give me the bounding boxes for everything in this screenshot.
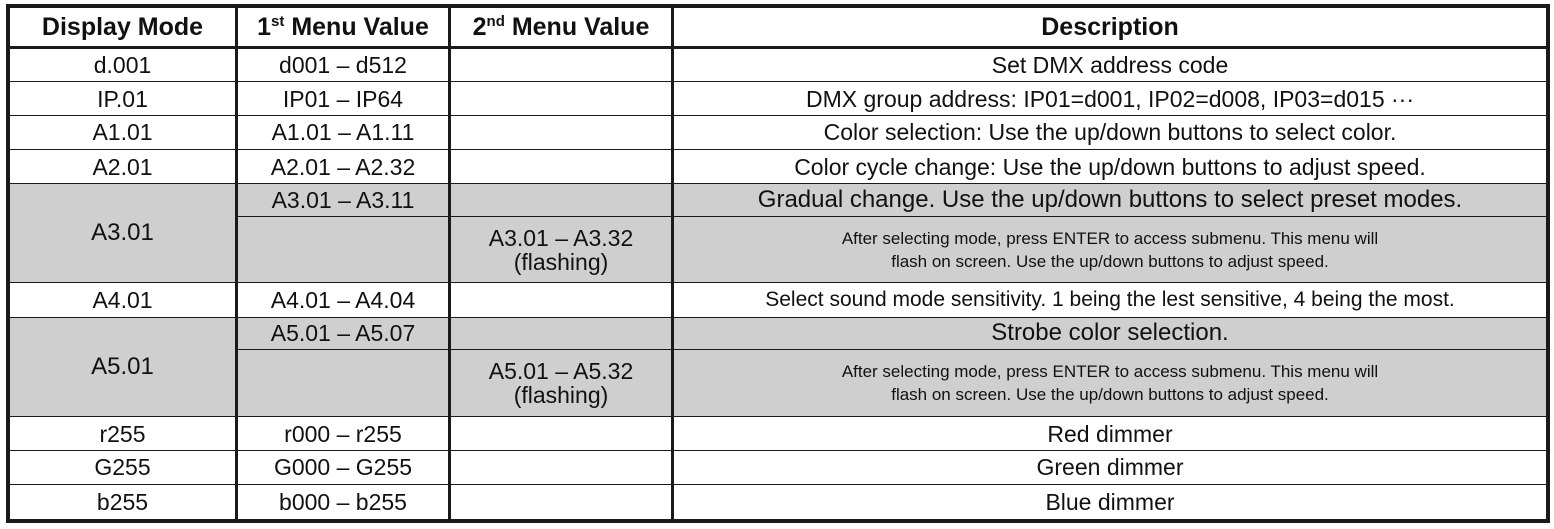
cell-description: [673, 216, 1547, 283]
cell-display-mode: A5.01: [10, 317, 237, 416]
cell-description: Set DMX address code: [673, 48, 1547, 82]
cell-second-menu-value: [450, 184, 673, 216]
cell-first-menu-value: G000 – G255: [237, 451, 450, 484]
cell-description: DMX group address: IP01=d001, IP02=d008, IP03=d015 ···: [673, 82, 1547, 115]
cell-second-menu-value: [450, 216, 673, 283]
cell-first-menu-value: A4.01 – A4.04: [237, 283, 450, 317]
table-row: [10, 115, 1547, 149]
table-row: [10, 82, 1547, 115]
header-row: [10, 8, 1547, 48]
table-row: [10, 416, 1547, 450]
cell-first-menu-value: A2.01 – A2.32: [237, 150, 450, 184]
table-row: [10, 451, 1547, 484]
header-second-menu-ordinal: nd: [486, 12, 505, 30]
cell-display-mode: A4.01: [10, 283, 237, 317]
submenu-note-line-2: flash on screen. Use the up/down buttons to adjust speed.: [891, 384, 1329, 404]
cell-second-menu-value: [450, 283, 673, 317]
cell-display-mode: G255: [10, 451, 237, 484]
cell-display-mode: IP.01: [10, 82, 237, 115]
cell-display-mode: b255: [10, 484, 237, 519]
flashing-note: (flashing): [513, 381, 609, 408]
submenu-note-line-1: After selecting mode, press ENTER to access submenu. This menu will: [841, 228, 1379, 248]
cell-first-menu-value: IP01 – IP64: [237, 82, 450, 115]
cell-description: Strobe color selection.: [673, 317, 1547, 349]
cell-second-menu-value: [450, 484, 673, 519]
header-display-mode: Display Mode: [10, 8, 237, 48]
cell-second-menu-value: [450, 317, 673, 349]
flashing-note: (flashing): [513, 248, 609, 275]
submenu-note-line-2: flash on screen. Use the up/down buttons to adjust speed.: [891, 251, 1329, 271]
menu-settings-table: [9, 7, 1547, 520]
cell-first-menu-value: A1.01 – A1.11: [237, 115, 450, 149]
cell-first-menu-value: b000 – b255: [237, 484, 450, 519]
cell-display-mode: A2.01: [10, 150, 237, 184]
cell-description: Blue dimmer: [673, 484, 1547, 519]
second-menu-range: A3.01 – A3.32: [488, 224, 634, 251]
table-row-a3-submenu: [10, 216, 1547, 283]
cell-first-menu-value: A3.01 – A3.11: [237, 184, 450, 216]
cell-first-menu-value: d001 – d512: [237, 48, 450, 82]
cell-second-menu-value: [450, 150, 673, 184]
cell-description: Red dimmer: [673, 416, 1547, 450]
cell-display-mode: A3.01: [10, 184, 237, 283]
header-second-menu-label: Menu Value: [504, 12, 650, 41]
cell-second-menu-value: [450, 451, 673, 484]
cell-description: Select sound mode sensitivity. 1 being the lest sensitive, 4 being the most.: [673, 283, 1547, 317]
cell-description: Gradual change. Use the up/down buttons to select preset modes.: [673, 184, 1547, 216]
submenu-note-line-1: After selecting mode, press ENTER to access submenu. This menu will: [841, 361, 1379, 381]
cell-second-menu-value: [450, 416, 673, 450]
header-first-menu-value: [237, 8, 450, 48]
table-row-a5-submenu: [10, 350, 1547, 417]
table-row-a5-main: [10, 317, 1547, 349]
header-description: Description: [673, 8, 1547, 48]
header-second-menu-value: [450, 8, 673, 48]
table-row: [10, 48, 1547, 82]
cell-second-menu-value: [450, 115, 673, 149]
cell-first-menu-value: A5.01 – A5.07: [237, 317, 450, 349]
table-row: [10, 283, 1547, 317]
cell-description: Green dimmer: [673, 451, 1547, 484]
table-row: [10, 150, 1547, 184]
cell-first-menu-value: [237, 350, 450, 417]
cell-description: [673, 350, 1547, 417]
cell-first-menu-value: [237, 216, 450, 283]
header-second-menu-number: 2: [472, 12, 487, 41]
table-row: [10, 484, 1547, 519]
cell-description: Color cycle change: Use the up/down buttons to adjust speed.: [673, 150, 1547, 184]
cell-display-mode: A1.01: [10, 115, 237, 149]
table-row-a3-main: [10, 184, 1547, 216]
cell-second-menu-value: [450, 350, 673, 417]
cell-second-menu-value: [450, 82, 673, 115]
cell-first-menu-value: r000 – r255: [237, 416, 450, 450]
cell-display-mode: d.001: [10, 48, 237, 82]
header-first-menu-label: Menu Value: [284, 12, 429, 41]
second-menu-range: A5.01 – A5.32: [488, 357, 634, 384]
cell-second-menu-value: [450, 48, 673, 82]
header-first-menu-number: 1: [257, 12, 272, 41]
cell-display-mode: r255: [10, 416, 237, 450]
header-first-menu-ordinal: st: [271, 12, 285, 30]
cell-description: Color selection: Use the up/down buttons to select color.: [673, 115, 1547, 149]
